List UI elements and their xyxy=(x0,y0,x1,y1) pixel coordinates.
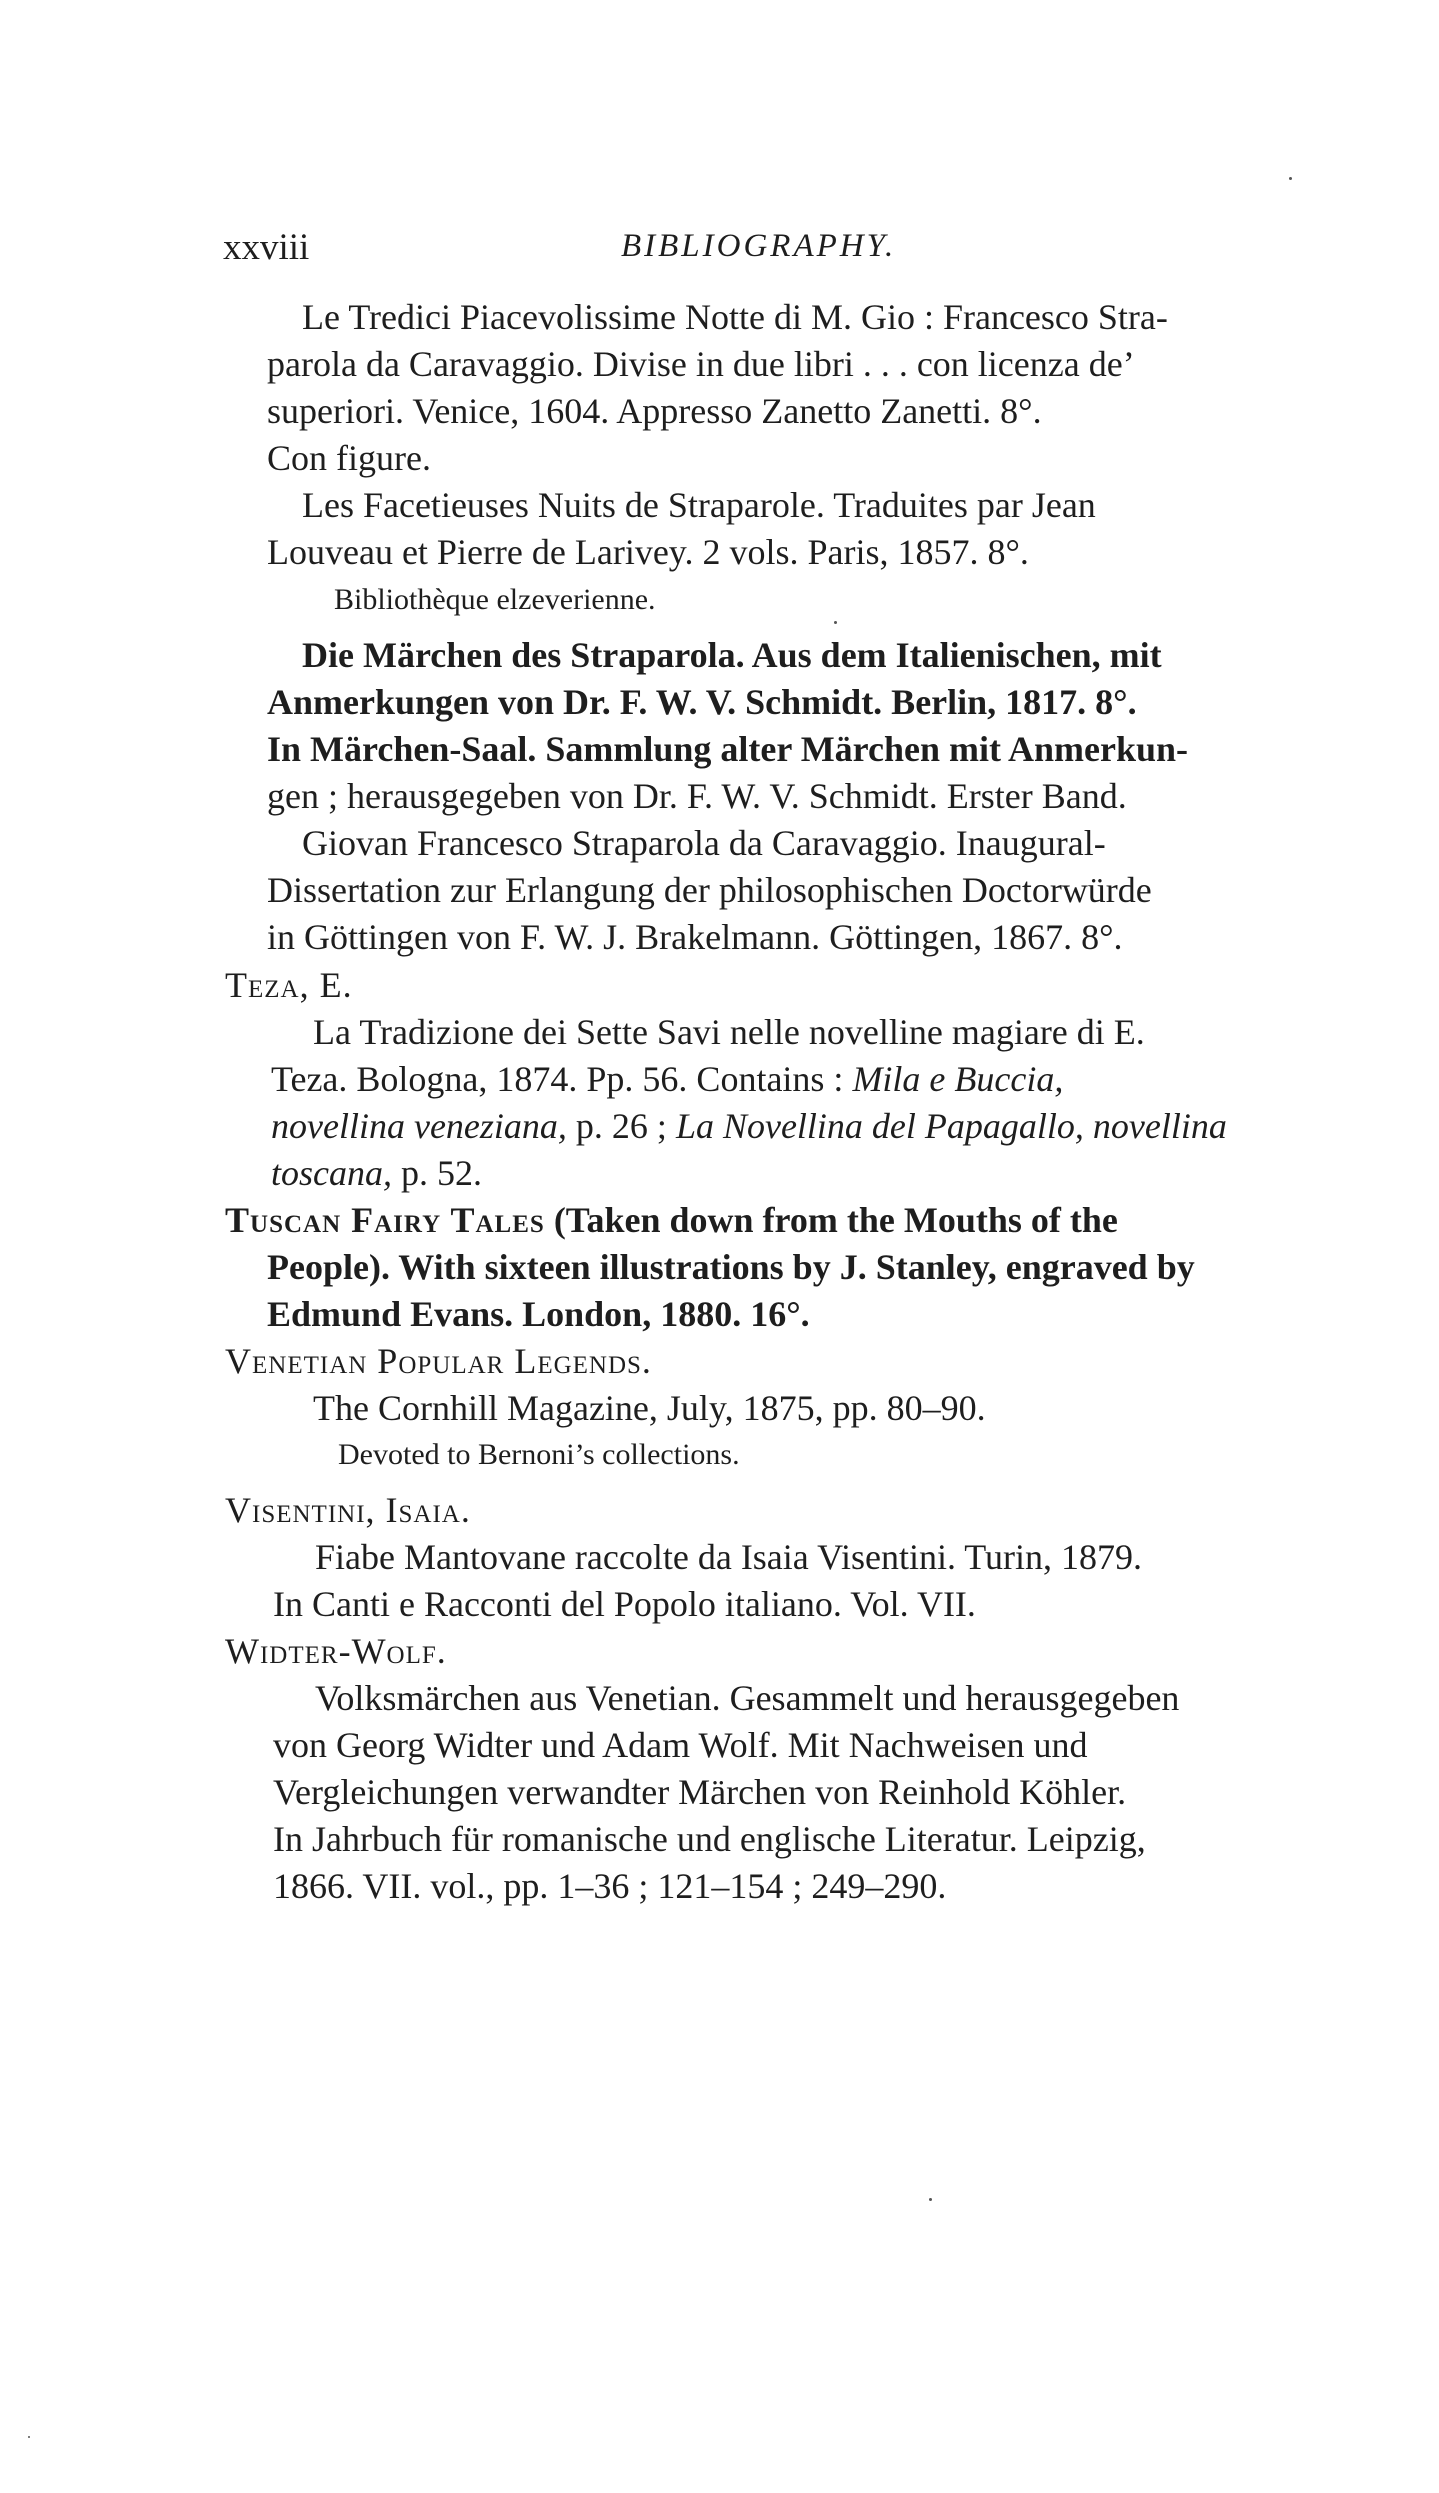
text-line-note: Bibliothèque elzeverienne. xyxy=(334,583,656,616)
text-line: superiori. Venice, 1604. Appresso Zanetto Zanetti. 8°. xyxy=(267,391,1042,431)
text-line-note: Devoted to Bernoni’s collections. xyxy=(338,1438,740,1471)
paper-speck xyxy=(1289,177,1292,180)
paper-speck xyxy=(28,2436,30,2438)
entry-heading: Visentini, Isaia. xyxy=(225,1490,471,1530)
text-line: novellina veneziana, p. 26 ; La Novellina del Papagallo, novellina xyxy=(271,1106,1227,1146)
entry-heading: Teza, E. xyxy=(225,965,353,1005)
text-line: In Märchen-Saal. Sammlung alter Märchen mit Anmerkun- xyxy=(267,729,1189,769)
running-title: BIBLIOGRAPHY. xyxy=(621,228,897,264)
text-line: In Canti e Racconti del Popolo italiano. Vol. VII. xyxy=(273,1584,976,1624)
text-line: Fiabe Mantovane raccolte da Isaia Visentini. Turin, 1879. xyxy=(315,1537,1143,1577)
text-line: In Jahrbuch für romanische und englische Literatur. Leipzig, xyxy=(273,1819,1146,1859)
text-line: People). With sixteen illustrations by J. Stanley, engraved by xyxy=(267,1247,1195,1287)
text-line: Dissertation zur Erlangung der philosophischen Doctorwürde xyxy=(267,870,1152,910)
text-line: Vergleichungen verwandter Märchen von Reinhold Köhler. xyxy=(273,1772,1127,1812)
text-line: Edmund Evans. London, 1880. 16°. xyxy=(267,1294,810,1334)
page-number: xxviii xyxy=(223,227,310,268)
text-line: Teza. Bologna, 1874. Pp. 56. Contains : Mila e Buccia, xyxy=(271,1059,1064,1099)
text-line: Giovan Francesco Straparola da Caravaggio. Inaugural- xyxy=(302,823,1106,863)
text-line: 1866. VII. vol., pp. 1–36 ; 121–154 ; 249–290. xyxy=(273,1866,947,1906)
entry-heading: Tuscan Fairy Tales (Taken down from the Mouths of the xyxy=(225,1200,1118,1240)
text-line: Anmerkungen von Dr. F. W. V. Schmidt. Berlin, 1817. 8°. xyxy=(267,682,1137,722)
text-line: toscana, p. 52. xyxy=(271,1153,482,1193)
text-line: Die Märchen des Straparola. Aus dem Italienischen, mit xyxy=(302,635,1162,675)
entry-heading: Widter-Wolf. xyxy=(225,1631,447,1671)
text-line: Con figure. xyxy=(267,438,431,478)
text-line: parola da Caravaggio. Divise in due libri . . . con licenza de’ xyxy=(267,344,1135,384)
text-line: Le Tredici Piacevolissime Notte di M. Gio : Francesco Stra- xyxy=(302,297,1168,337)
entry-heading: Venetian Popular Legends. xyxy=(225,1341,652,1381)
text-line: Volksmärchen aus Venetian. Gesammelt und herausgegeben xyxy=(315,1678,1180,1718)
text-line: The Cornhill Magazine, July, 1875, pp. 80–90. xyxy=(313,1388,986,1428)
paper-speck xyxy=(929,2198,932,2201)
text-line: Louveau et Pierre de Larivey. 2 vols. Paris, 1857. 8°. xyxy=(267,532,1029,572)
text-line: La Tradizione dei Sette Savi nelle novelline magiare di E. xyxy=(313,1012,1145,1052)
text-line: in Göttingen von F. W. J. Brakelmann. Göttingen, 1867. 8°. xyxy=(267,917,1123,957)
text-line: gen ; herausgegeben von Dr. F. W. V. Schmidt. Erster Band. xyxy=(267,776,1127,816)
page-header xyxy=(223,226,1333,276)
text-line: von Georg Widter und Adam Wolf. Mit Nachweisen und xyxy=(273,1725,1088,1765)
paper-speck xyxy=(834,621,837,624)
text-line: Les Facetieuses Nuits de Straparole. Traduites par Jean xyxy=(302,485,1096,525)
